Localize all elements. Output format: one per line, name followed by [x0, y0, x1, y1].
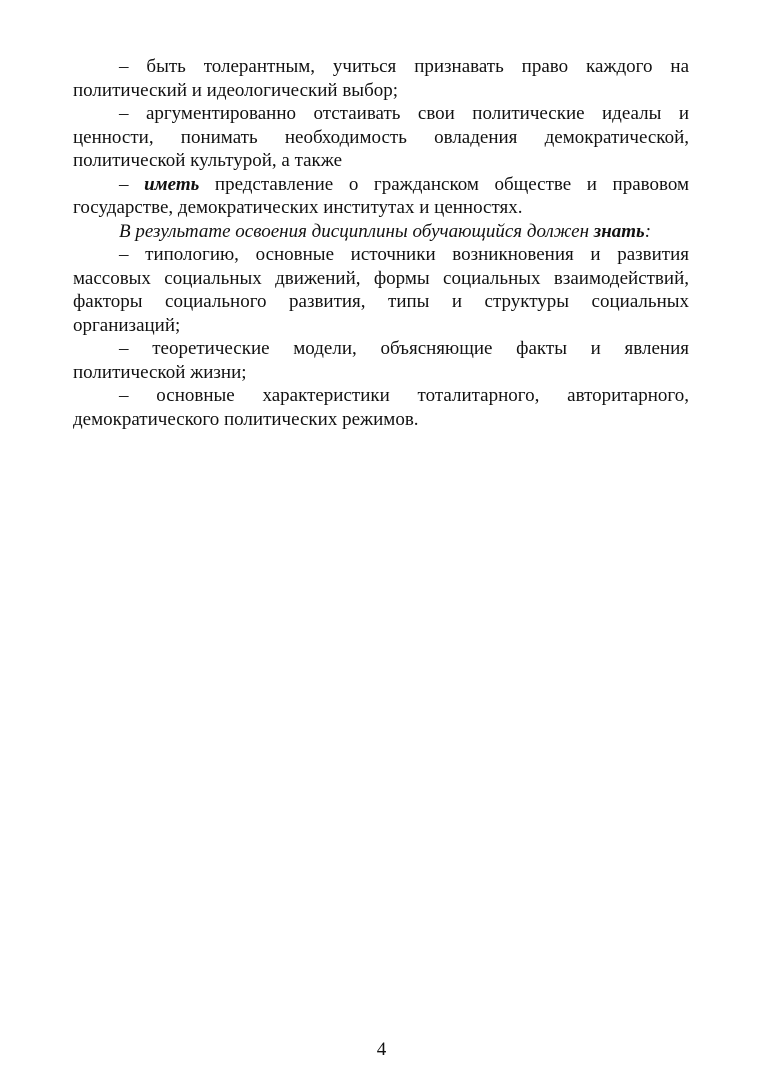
result-colon: :: [644, 220, 652, 242]
paragraph-regimes: – основные характеристики тоталитарного, авторитарного, демократического политических режимов.: [73, 385, 689, 430]
emphasis-imet: иметь: [144, 173, 200, 195]
paragraph-have-idea: [73, 173, 689, 220]
paragraph-rest: представление о гражданском обществе и правовом государстве, демократических институтах и ценностях.: [73, 173, 690, 218]
page-body: [73, 55, 689, 431]
paragraph-argue-ideals: – аргументированно отстаивать свои политические идеалы и ценности, понимать необходимость овладения демократической, политической культурой, а также: [73, 103, 689, 171]
paragraph-tolerance: – быть толерантным, учиться признавать право каждого на политический и идеологический выбор;: [73, 56, 689, 101]
paragraph-models: – теоретические модели, объясняющие факты и явления политической жизни;: [73, 338, 689, 383]
page-number: 4: [376, 1039, 387, 1060]
emphasis-znat: знать: [593, 220, 645, 242]
result-lead: В результате освоения дисциплины обучающийся должен: [119, 220, 594, 242]
dash-prefix: –: [119, 173, 145, 195]
paragraph-result-know: [73, 220, 689, 244]
paragraph-typology: – типологию, основные источники возникновения и развития массовых социальных движений, формы социальных взаимодействий, факторы социального развития, типы и структуры социальных организаций;: [73, 244, 689, 336]
